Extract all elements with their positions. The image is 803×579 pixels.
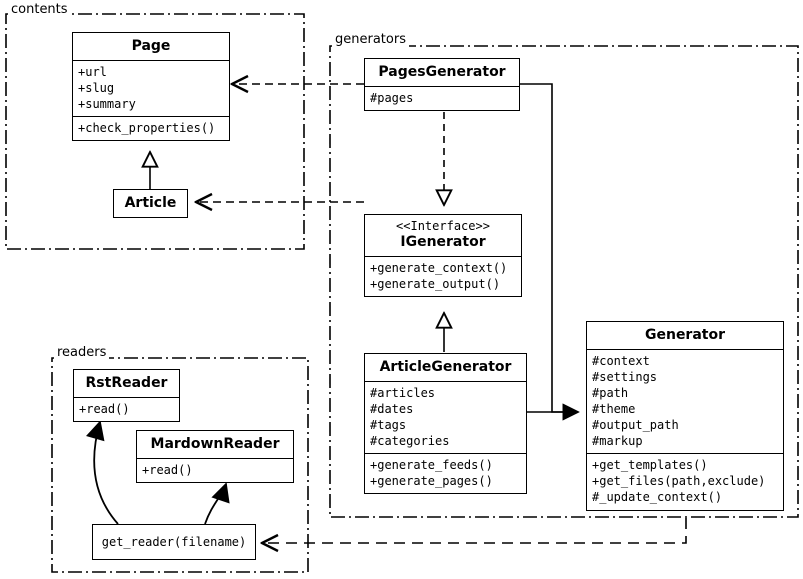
attribute: #articles: [370, 385, 436, 400]
operation: +generate_output(): [370, 276, 501, 291]
class-rst-reader-title: RstReader: [85, 375, 168, 391]
attribute: #tags: [370, 417, 407, 432]
class-mardown-reader[interactable]: [136, 430, 294, 483]
attribute: #context: [592, 353, 650, 368]
class-pages-generator-attributes: [365, 86, 519, 110]
attribute: +summary: [78, 96, 136, 111]
class-igenerator-operations: [365, 256, 521, 296]
class-article-generator-operations: [365, 453, 526, 493]
operation: +read(): [142, 462, 193, 477]
class-rst-reader-operations: [74, 397, 179, 421]
class-page-title: Page: [131, 38, 171, 54]
class-igenerator[interactable]: [364, 214, 522, 297]
class-generator-operations: [587, 453, 783, 509]
class-pages-generator[interactable]: [364, 58, 520, 111]
attribute: #theme: [592, 402, 636, 417]
function-get-reader-label: get_reader(filename): [101, 535, 247, 549]
operation: +generate_feeds(): [370, 458, 493, 473]
class-mardown-reader-title: MardownReader: [150, 436, 280, 452]
attribute: +slug: [78, 80, 115, 95]
class-article-title: Article: [124, 195, 177, 211]
package-label-generators: generators: [332, 32, 409, 47]
attribute: #categories: [370, 434, 450, 449]
class-page-attributes: [73, 60, 229, 116]
attribute: #pages: [370, 90, 414, 105]
class-page-operations: [73, 116, 229, 140]
attribute: #markup: [592, 434, 643, 449]
function-get-reader[interactable]: [92, 524, 256, 560]
class-article-generator[interactable]: [364, 353, 527, 494]
attribute: #dates: [370, 401, 414, 416]
package-label-contents: contents: [8, 2, 71, 17]
class-page[interactable]: [72, 32, 230, 141]
package-label-readers: readers: [54, 345, 109, 360]
operation: +generate_pages(): [370, 474, 493, 489]
attribute: #path: [592, 385, 629, 400]
class-igenerator-title: IGenerator: [400, 234, 486, 250]
class-article-generator-title: ArticleGenerator: [379, 359, 512, 375]
class-pages-generator-title: PagesGenerator: [378, 64, 506, 80]
operation: #_update_context(): [592, 490, 723, 505]
class-generator-attributes: [587, 349, 783, 453]
class-generator-title: Generator: [644, 327, 725, 343]
class-igenerator-stereotype: <<Interface>>: [396, 219, 490, 233]
class-mardown-reader-operations: [137, 458, 293, 482]
class-article[interactable]: [113, 189, 188, 218]
class-article-generator-attributes: [365, 381, 526, 453]
attribute: #settings: [592, 369, 658, 384]
operation: +read(): [79, 401, 130, 416]
attribute: #output_path: [592, 418, 679, 433]
attribute: +url: [78, 64, 107, 79]
class-rst-reader[interactable]: [73, 369, 180, 422]
operation: +generate_context(): [370, 260, 508, 275]
operation: +check_properties(): [78, 121, 216, 136]
operation: +get_files(path,exclude): [592, 474, 766, 489]
class-generator[interactable]: [586, 321, 784, 511]
operation: +get_templates(): [592, 458, 708, 473]
